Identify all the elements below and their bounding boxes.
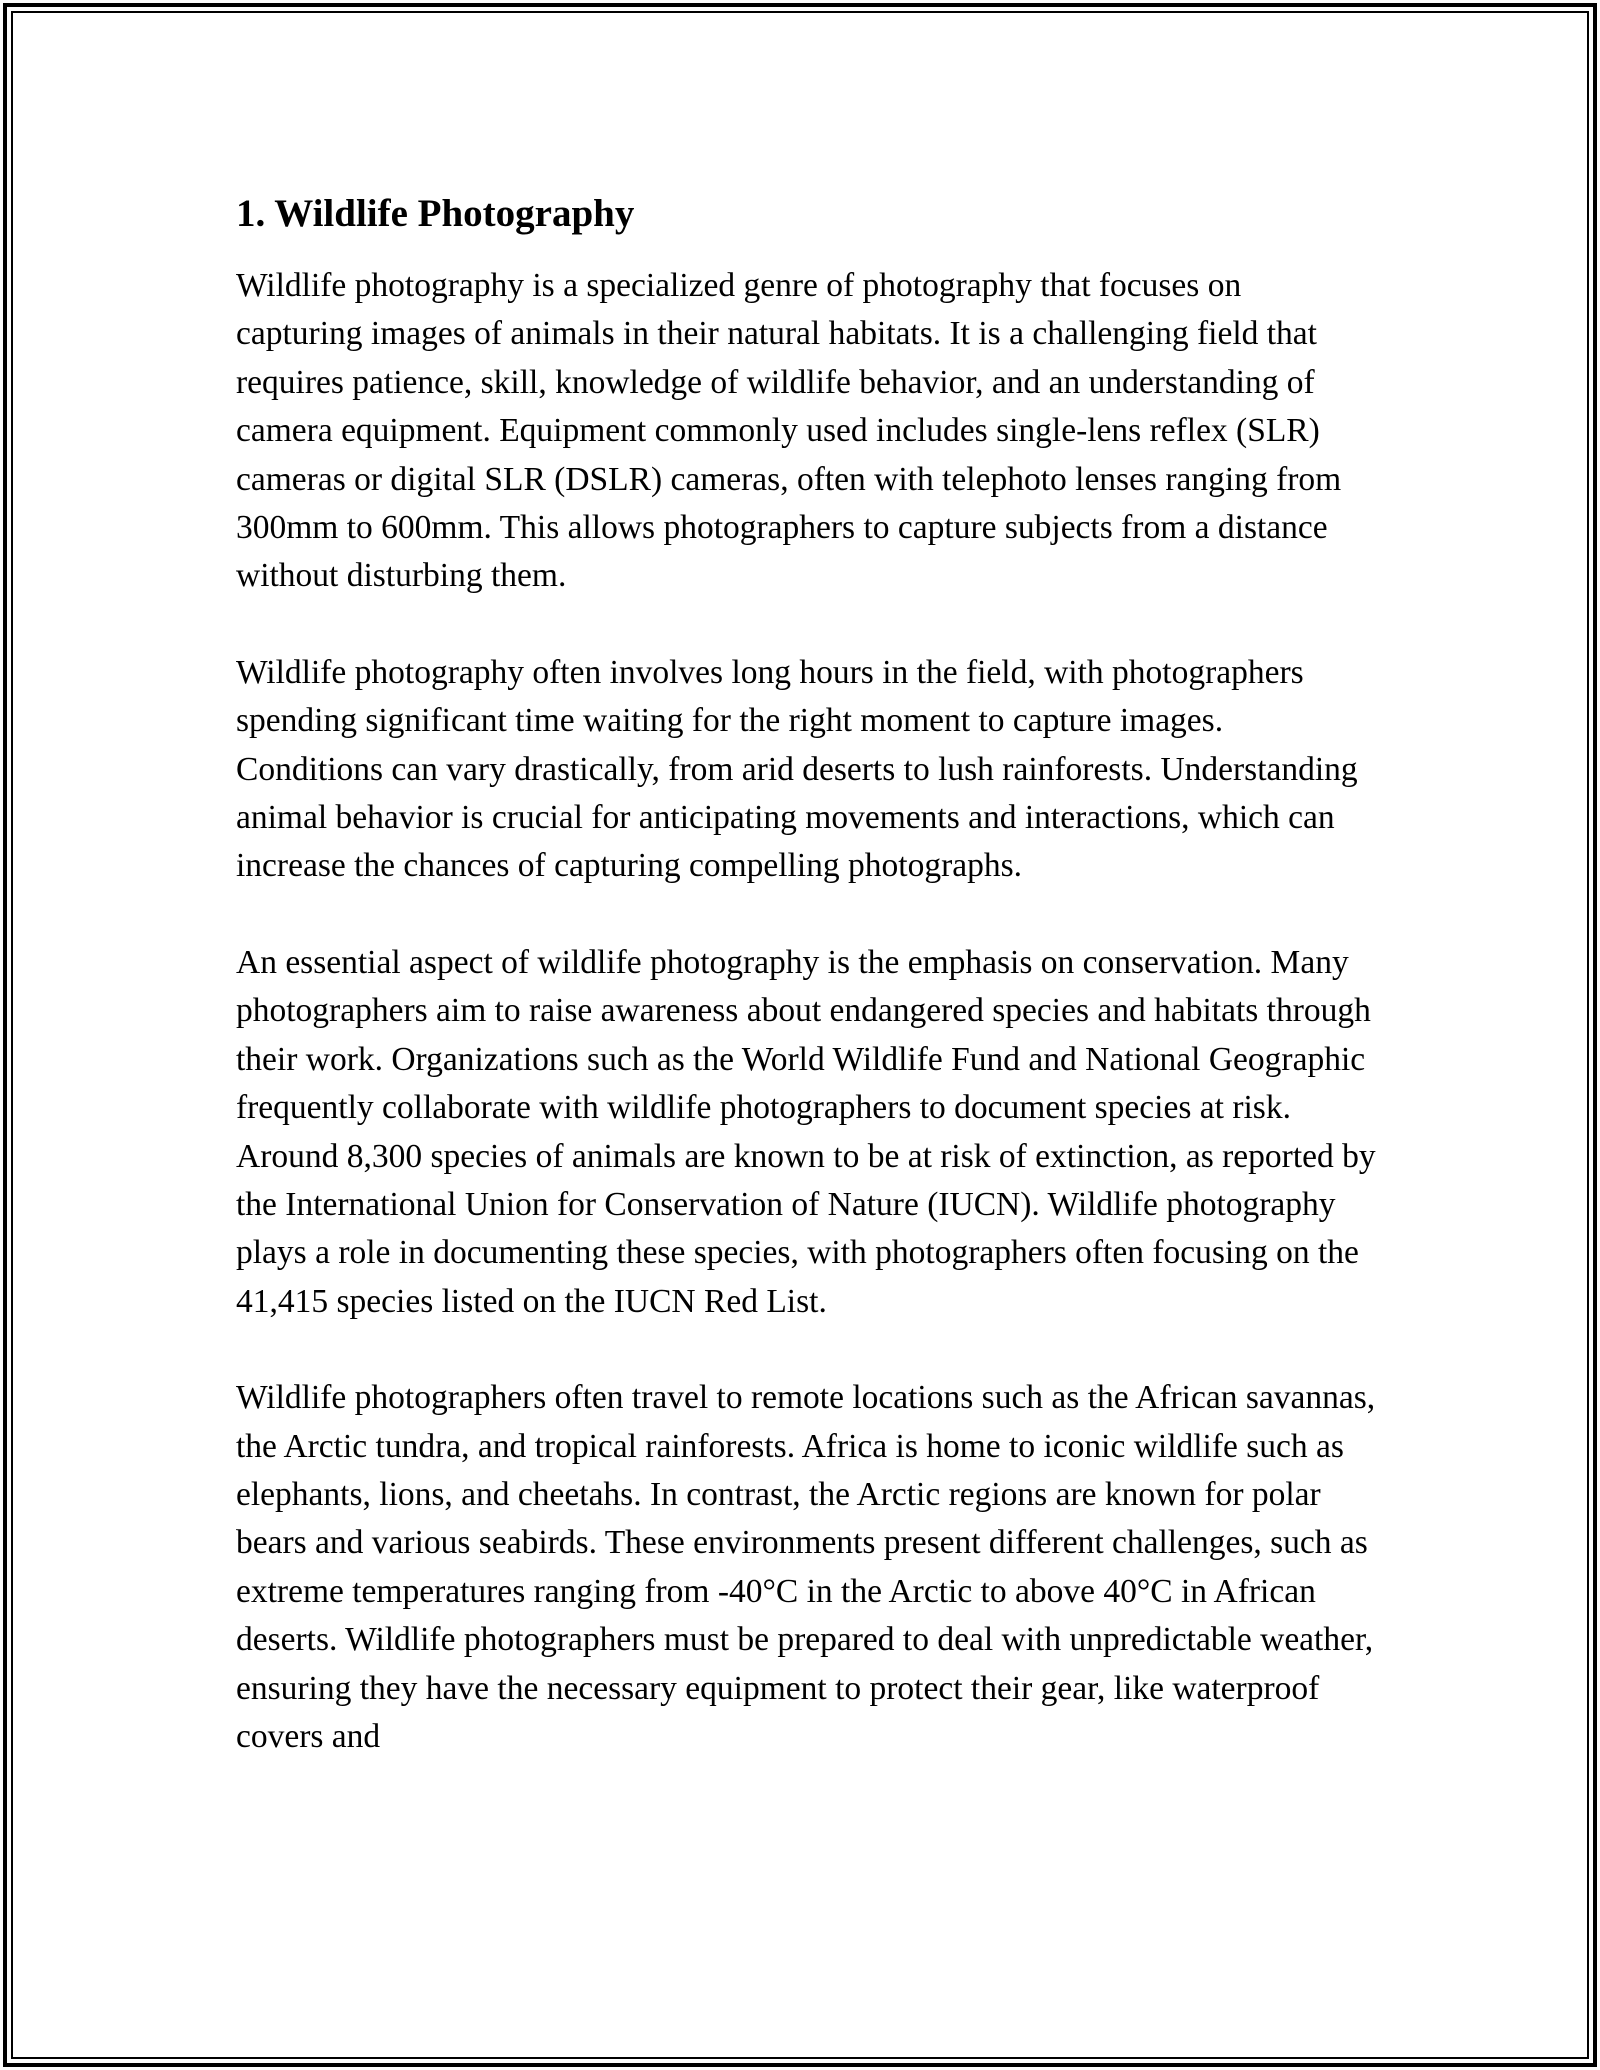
paragraph-fieldwork: Wildlife photography often involves long hours in the field, with photographers spending significant time waiting for the right moment to capture images. Conditions can vary drastically, from arid deserts to lush rainforests. Understanding animal behavior is crucial for anticipating movements and interactions, which can increase the chances of capturing compelling photographs. bbox=[236, 653, 1358, 885]
paragraph-conservation: An essential aspect of wildlife photography is the emphasis on conservation. Many photographers aim to raise awareness about endangered species and habitats through their work. Organizations such as the World Wildlife Fund and National Geographic frequently collaborate with wildlife photographers to document species at risk. Around 8,300 species of animals are known to be at risk of extinction, as reported by the International Union for Conservation of Nature (IUCN). Wildlife photography plays a role in documenting these species, with photographers often focusing on the 41,415 species listed on the IUCN Red List. bbox=[236, 943, 1376, 1320]
section-title: 1. Wildlife Photography bbox=[236, 192, 635, 235]
paragraph-locations: Wildlife photographers often travel to remote locations such as the African savannas, the Arctic tundra, and tropical rainforests. Africa is home to iconic wildlife such as elephants, lions, and cheetahs. In contrast, the Arctic regions are known for polar bears and various seabirds. These environments present different challenges, such as extreme temperatures ranging from -40°C in the Arctic to above 40°C in African deserts. Wildlife photographers must be prepared to deal with unpredictable weather, ensuring they have the necessary equipment to protect their gear, like waterproof covers and bbox=[236, 1379, 1376, 1755]
document-body bbox=[236, 186, 1376, 1761]
paragraph-equipment: Wildlife photography is a specialized genre of photography that focuses on capturing images of animals in their natural habitats. It is a challenging field that requires patience, skill, knowledge of wildlife behavior, and an understanding of camera equipment. Equipment commonly used includes single-lens reflex (SLR) cameras or digital SLR (DSLR) cameras, often with telephoto lenses ranging from 300mm to 600mm. This allows photographers to capture subjects from a distance without disturbing them. bbox=[236, 267, 1342, 595]
